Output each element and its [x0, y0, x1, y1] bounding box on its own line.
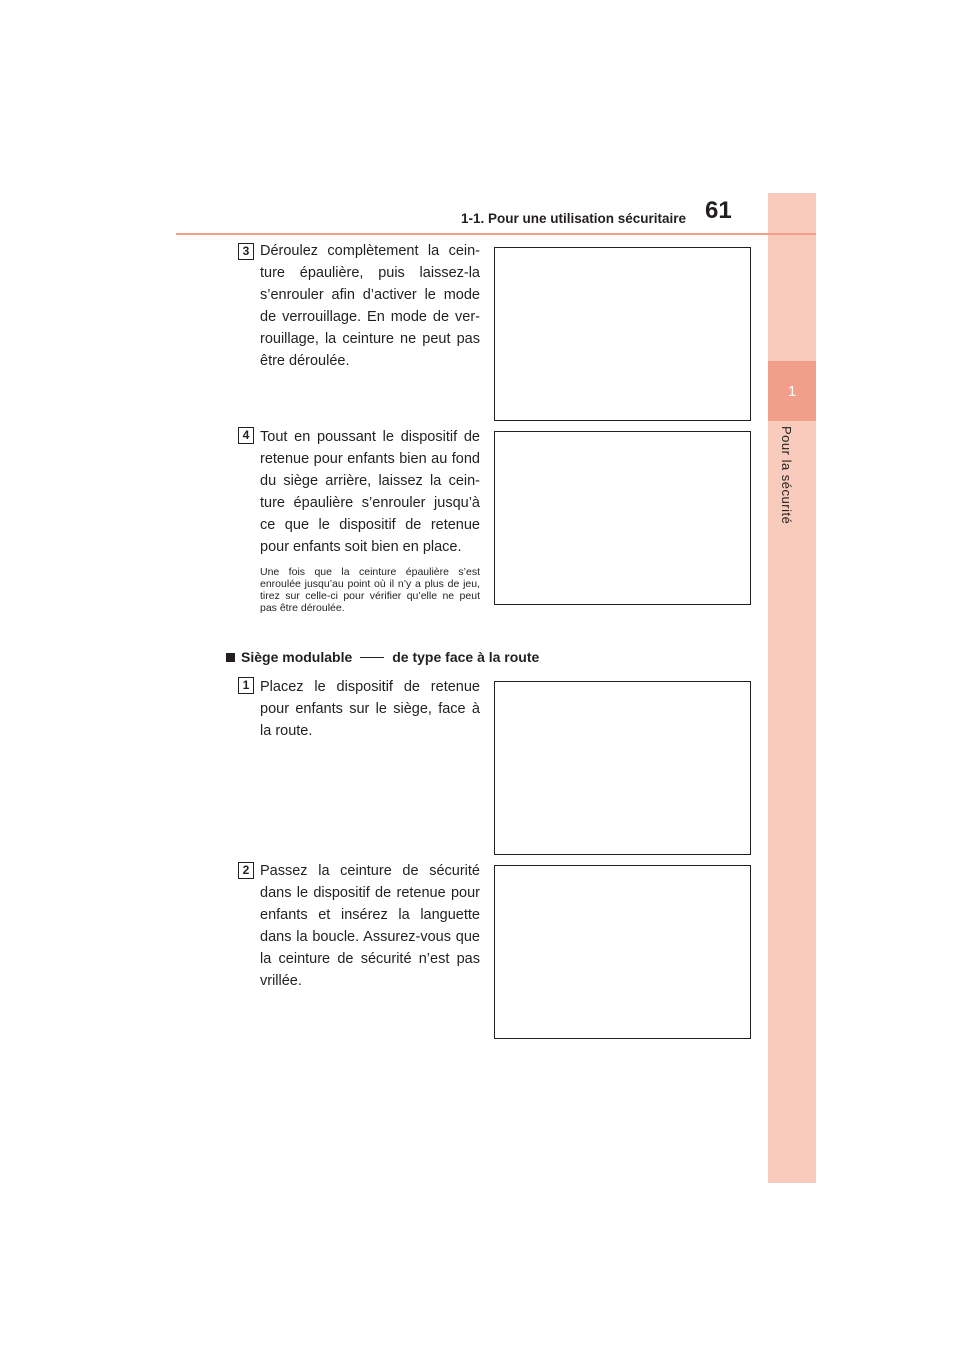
- page-number: 61: [705, 197, 732, 224]
- illustration-frame: [494, 681, 751, 855]
- step-number-badge: 2: [238, 862, 254, 879]
- step-number-badge: 4: [238, 427, 254, 444]
- section-heading: [226, 649, 539, 665]
- illustration-frame: [494, 865, 751, 1039]
- step-text: Passez la ceinture de sécurité dans le dispositif de retenue pour enfants et insérez la languette dans la boucle. Assurez-vous que la ceinture de sécurité n’est pas vrillée.: [260, 863, 480, 989]
- section-title-right: de type face à la route: [392, 649, 540, 665]
- step-note: Une fois que la ceinture épaulière s’est enroulée jusqu’au point où il n’y a plus de jeu, tirez sur celle-ci pour vérifier qu’elle ne peut pas être déroulée.: [260, 566, 480, 614]
- chapter-side-tab: [768, 193, 816, 1183]
- chapter-number-tab: [768, 361, 816, 421]
- step-text: Placez le dispositif de retenue pour enfants sur le siège, face à la route.: [260, 679, 480, 739]
- illustration-frame: [494, 247, 751, 421]
- chapter-number: 1: [787, 382, 797, 400]
- running-header-section: 1-1. Pour une utilisation sécuritaire: [460, 211, 686, 226]
- step-text: Tout en poussant le dispositif de retenue pour enfants bien au fond du siège arrière, laissez la cein-ture épaulière s’enrouler jusqu’à ce que le dispositif de retenue pour enfants soit bien en place.: [260, 429, 480, 555]
- square-bullet-icon: [226, 653, 235, 662]
- header-rule: [176, 233, 816, 235]
- step-number-badge: 3: [238, 243, 254, 260]
- step-number-badge: 1: [238, 677, 254, 694]
- illustration-frame: [494, 431, 751, 605]
- step-text: Déroulez complètement la cein-ture épaulière, puis laissez-la s’enrouler afin d’activer le mode de verrouillage. En mode de ver-rouillage, la ceinture ne peut pas être déroulée.: [260, 243, 480, 369]
- em-dash-rule: [360, 657, 384, 658]
- chapter-label: Pour la sécurité: [779, 426, 794, 525]
- section-title-left: Siège modulable: [241, 649, 353, 665]
